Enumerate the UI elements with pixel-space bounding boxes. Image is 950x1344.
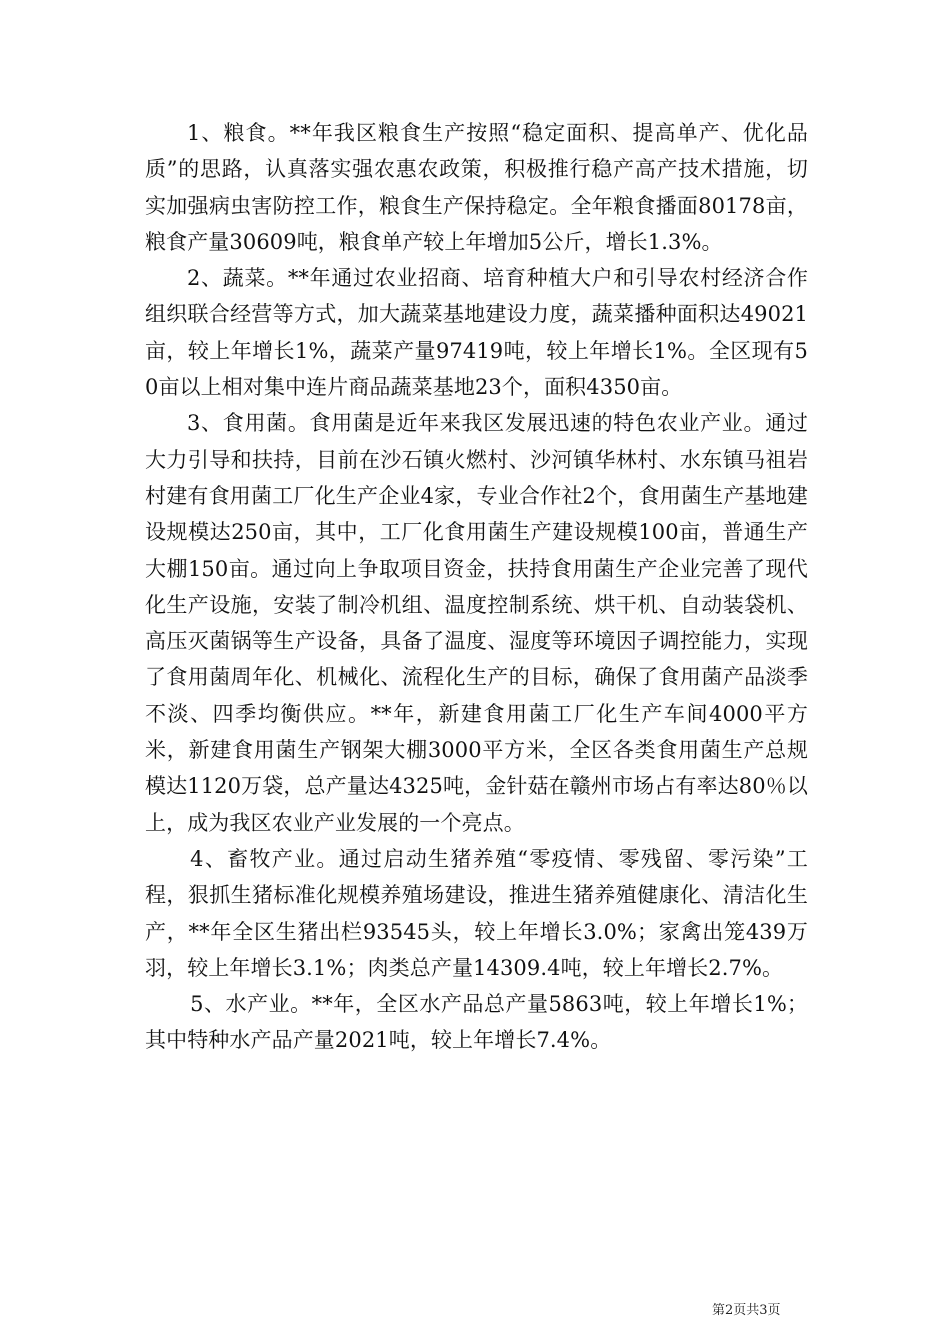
paragraph-livestock: 4、畜牧产业。通过启动生猪养殖“零疫情、零残留、零污染”工程，狠抓生猪标准化规模养殖场建设，推进生猪养殖健康化、清洁化生产，**年全区生猪出栏93545头，较上年增长3.0%；家禽出笼439万羽，较上年增长3.1%；肉类总产量14309.4吨，较上年增长2.7%。 xyxy=(145,846,808,980)
paragraph-grain: 1、粮食。**年我区粮食生产按照“稳定面积、提高单产、优化品质”的思路，认真落实强农惠农政策，积极推行稳产高产技术措施，切实加强病虫害防控工作，粮食生产保持稳定。全年粮食播面80178亩，粮食产量30609吨，粮食单产较上年增加5公斤，增长1.3%。 xyxy=(145,121,808,254)
document-body xyxy=(145,115,808,1059)
paragraph-edible-fungi: 3、食用菌。食用菌是近年来我区发展迅速的特色农业产业。通过大力引导和扶持，目前在沙石镇火燃村、沙河镇华林村、水东镇马祖岩村建有食用菌工厂化生产企业4家，专业合作社2个，食用菌生产基地建设规模达250亩，其中，工厂化食用菌生产建设规模100亩，普通生产大棚150亩。通过向上争取项目资金，扶持食用菌生产企业完善了现代化生产设施，安装了制冷机组、温度控制系统、烘干机、自动装袋机、高压灭菌锅等生产设备，具备了温度、湿度等环境因子调控能力，实现了食用菌周年化、机械化、流程化生产的目标，确保了食用菌产品淡季不淡、四季均衡供应。**年，新建食用菌工厂化生产车间4000平方米，新建食用菌生产钢架大棚3000平方米，全区各类食用菌生产总规模达1120万袋，总产量达4325吨，金针菇在赣州市场占有率达80％以上，成为我区农业产业发展的一个亮点。 xyxy=(145,411,809,835)
page-number-footer: 第2页共3页 xyxy=(712,1303,781,1318)
paragraph-aquaculture: 5、水产业。**年，全区水产品总产量5863吨，较上年增长1%；其中特种水产品产量2021吨，较上年增长7.4%。 xyxy=(145,992,808,1053)
paragraph-vegetables: 2、蔬菜。**年通过农业招商、培育种植大户和引导农村经济合作组织联合经营等方式，加大蔬菜基地建设力度，蔬菜播种面积达49021亩，较上年增长1%，蔬菜产量97419吨，较上年增长1%。全区现有50亩以上相对集中连片商品蔬菜基地23个，面积4350亩。 xyxy=(145,266,808,400)
